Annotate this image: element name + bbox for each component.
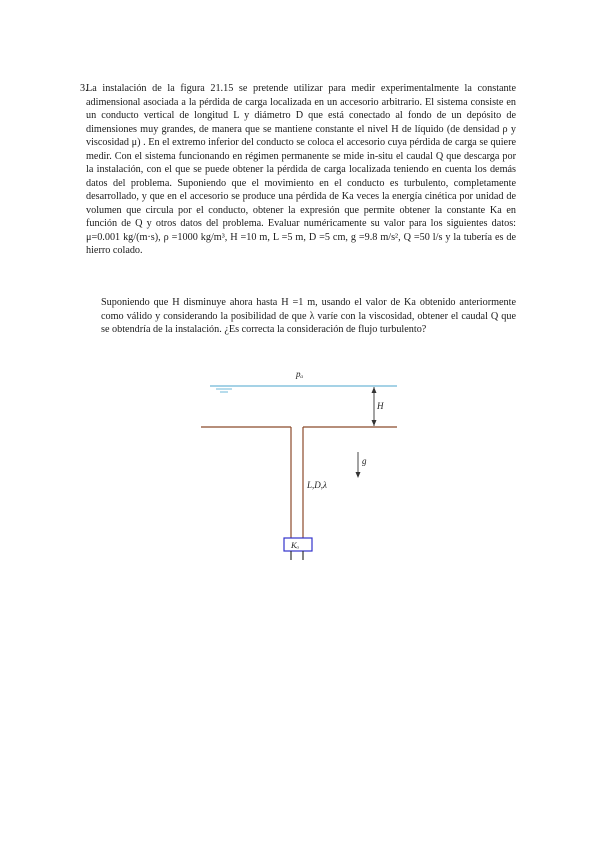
label-pipe-params: L,D,λ (307, 480, 327, 490)
gravity-arrow-head (356, 472, 361, 478)
label-h: H (377, 401, 384, 411)
h-arrow-top (372, 387, 377, 393)
problem-paragraph-1: La instalación de la figura 21.15 se pretende utilizar para medir experimentalmente la constante adimensional asociada a la pérdida de carga localizada en un accesorio arbitrario. El sistema consiste en un conducto vertical de longitud L y diámetro D que está conectado al fondo de un depósito de dimensiones muy grandes, de manera que se mantiene constante el nivel H de líquido (de densidad ρ y viscosidad μ) . En el extremo inferior del conducto se coloca el accesorio cuya pérdida de carga se quiere medir. Con el sistema funcionando en régimen permanente se mide in-situ el caudal Q que descarga por la instalación, con el que se puede obtener la pérdida de carga localizada teniendo en cuenta los demás datos del problema. Suponiendo que el movimiento en el conducto es turbulento, completamente desarrollado, y que en el accesorio se produce una pérdida de Ka veces la energía cinética por unidad de volumen que circula por el conducto, obtener la expresión que permite obtener la constante Ka en función de Q y otros datos del problema. Evaluar numéricamente su valor para los siguientes datos: μ=0.001 kg/(m·s), ρ =1000 kg/m³, H =10 m, L =5 m, D =5 cm, g =9.8 m/s², Q =50 l/s y la tubería es de hierro colado. (86, 83, 516, 256)
h-arrow-bottom (372, 420, 377, 426)
problem-number: 3. (80, 83, 88, 94)
label-g: g (362, 456, 367, 466)
label-accessory: Kₐ (291, 540, 300, 550)
problem-paragraph-2: Suponiendo que H disminuye ahora hasta H =1 m, usando el valor de Ka obtenido anteriormente como válido y considerando la posibilidad de que λ varíe con la viscosidad, obtener el caudal Q que se obtendría de la instalación. ¿Es correcta la consideración de flujo turbulento? (101, 297, 516, 335)
label-pa: pₐ (296, 369, 304, 379)
